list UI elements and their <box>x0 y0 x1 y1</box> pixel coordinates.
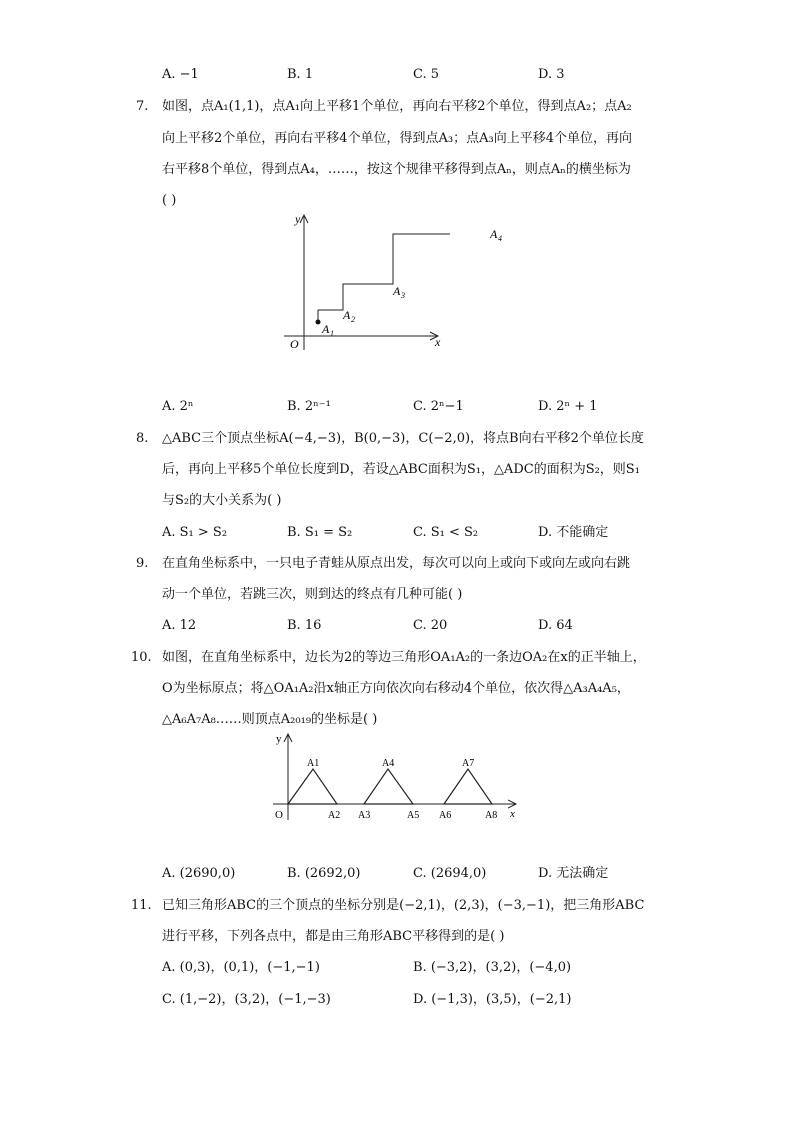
q9-option-d: D. 64 <box>538 618 573 633</box>
question-number: 9. <box>136 556 149 571</box>
label-a3: A <box>393 284 401 298</box>
label-a4-sub: 4 <box>498 234 502 243</box>
q8-option-a: A. S₁ > S₂ <box>162 525 228 540</box>
q10-option-d: D. 无法确定 <box>538 866 609 881</box>
q8-option-c: C. S₁ < S₂ <box>413 525 479 540</box>
question-text-line: 后，再向上平移5个单位长度到D，若设△ABC面积为S₁，△ADC的面积为S₂，则S₁ <box>162 462 640 477</box>
q6-option-a: A. −1 <box>162 67 199 82</box>
question-text-line: 向上平移2个单位，再向右平移4个单位，得到点A₃；点A₃向上平移4个单位，再向 <box>162 131 633 146</box>
triangle-a6a7a8 <box>444 769 492 804</box>
question-text-line: 在直角坐标系中，一只电子青蛙从原点出发，每次可以向上或向下或向左或向右跳 <box>162 556 631 571</box>
q6-option-b: B. 1 <box>287 67 314 82</box>
point-a1 <box>316 320 321 325</box>
triangle-oa1a2 <box>288 769 337 804</box>
q6-option-d: D. 3 <box>538 67 565 82</box>
question-text-line: ( ) <box>162 193 177 208</box>
q8-option-d: D. 不能确定 <box>538 525 609 540</box>
q7-option-b: B. 2ⁿ⁻¹ <box>287 399 331 414</box>
label-a1-sub: 1 <box>330 329 334 338</box>
q8-option-b: B. S₁ = S₂ <box>287 525 353 540</box>
question-number: 10. <box>131 650 152 665</box>
label-a8: A8 <box>485 810 498 821</box>
label-a6: A6 <box>439 810 452 821</box>
y-axis-label: y <box>295 212 301 226</box>
label-a3-sub: 3 <box>401 291 405 300</box>
triangle-a3a4a5 <box>364 769 413 804</box>
question-number: 8. <box>136 431 149 446</box>
triangles-figure <box>268 728 528 824</box>
question-text-line: 如图，点A₁(1,1)，点A₁向上平移1个单位，再向右平移2个单位，得到点A₂；点A₂ <box>162 99 632 114</box>
staircase-figure <box>280 205 450 355</box>
question-text-line: △ABC三个顶点坐标A(−4,−3)，B(0,−3)，C(−2,0)，将点B向右平移2个单位长度 <box>162 431 644 446</box>
question-text-line: 如图，在直角坐标系中，边长为2的等边三角形OA₁A₂的一条边OA₂在x的正半轴上， <box>162 650 646 665</box>
q11-option-b: B. (−3,2)，(3,2)，(−4,0) <box>413 960 572 975</box>
q7-option-c: C. 2ⁿ−1 <box>413 399 464 414</box>
x-axis-label: x <box>510 808 515 820</box>
q9-option-b: B. 16 <box>287 618 322 633</box>
question-text-line: 进行平移，下列各点中，都是由三角形ABC平移得到的是( ) <box>162 929 505 944</box>
q11-option-a: A. (0,3)，(0,1)，(−1,−1) <box>162 960 320 975</box>
staircase-path <box>318 234 450 322</box>
question-text-line: 与S₂的大小关系为( ) <box>162 493 282 508</box>
q7-option-a: A. 2ⁿ <box>162 399 194 414</box>
q7-option-d: D. 2ⁿ + 1 <box>538 399 598 414</box>
label-a1: A1 <box>307 758 320 769</box>
q10-option-c: C. (2694,0) <box>413 866 487 881</box>
q6-option-c: C. 5 <box>413 67 440 82</box>
x-axis-label: x <box>435 335 441 349</box>
question-number: 7. <box>136 99 149 114</box>
question-text-line: 已知三角形ABC的三个顶点的坐标分别是(−2,1)，(2,3)，(−3,−1)，把三角形ABC <box>162 898 645 913</box>
question-number: 11. <box>131 898 152 913</box>
label-a4: A4 <box>382 758 395 769</box>
question-text-line: O为坐标原点；将△OA₁A₂沿x轴正方向依次向右移动4个单位，依次得△A₃A₄A₅， <box>162 681 630 696</box>
label-a3: A3 <box>358 810 371 821</box>
question-text-line: 动一个单位，若跳三次，则到达的终点有几种可能( ) <box>162 587 463 602</box>
label-a2: A <box>343 308 351 322</box>
label-a4-figure <box>488 224 518 244</box>
label-a4-text: A <box>490 227 498 241</box>
y-axis-label: y <box>276 733 282 745</box>
label-a2-sub: 2 <box>351 315 355 324</box>
origin-label: O <box>275 809 283 821</box>
label-a7: A7 <box>462 758 475 769</box>
q11-option-c: C. (1,−2)，(3,2)，(−1,−3) <box>162 992 331 1007</box>
q9-option-a: A. 12 <box>162 618 197 633</box>
label-a1: A <box>322 322 330 336</box>
question-text-line: △A₆A₇A₈……则顶点A₂₀₁₉的坐标是( ) <box>162 712 378 727</box>
q10-option-b: B. (2692,0) <box>287 866 361 881</box>
question-text-line: 右平移8个单位，得到点A₄，……，按这个规律平移得到点Aₙ，则点Aₙ的横坐标为 <box>162 162 631 177</box>
label-a5: A5 <box>407 810 420 821</box>
q11-option-d: D. (−1,3)，(3,5)，(−2,1) <box>413 992 572 1007</box>
q10-option-a: A. (2690,0) <box>162 866 236 881</box>
q9-option-c: C. 20 <box>413 618 448 633</box>
origin-label: O <box>290 337 299 351</box>
label-a2: A2 <box>328 810 341 821</box>
